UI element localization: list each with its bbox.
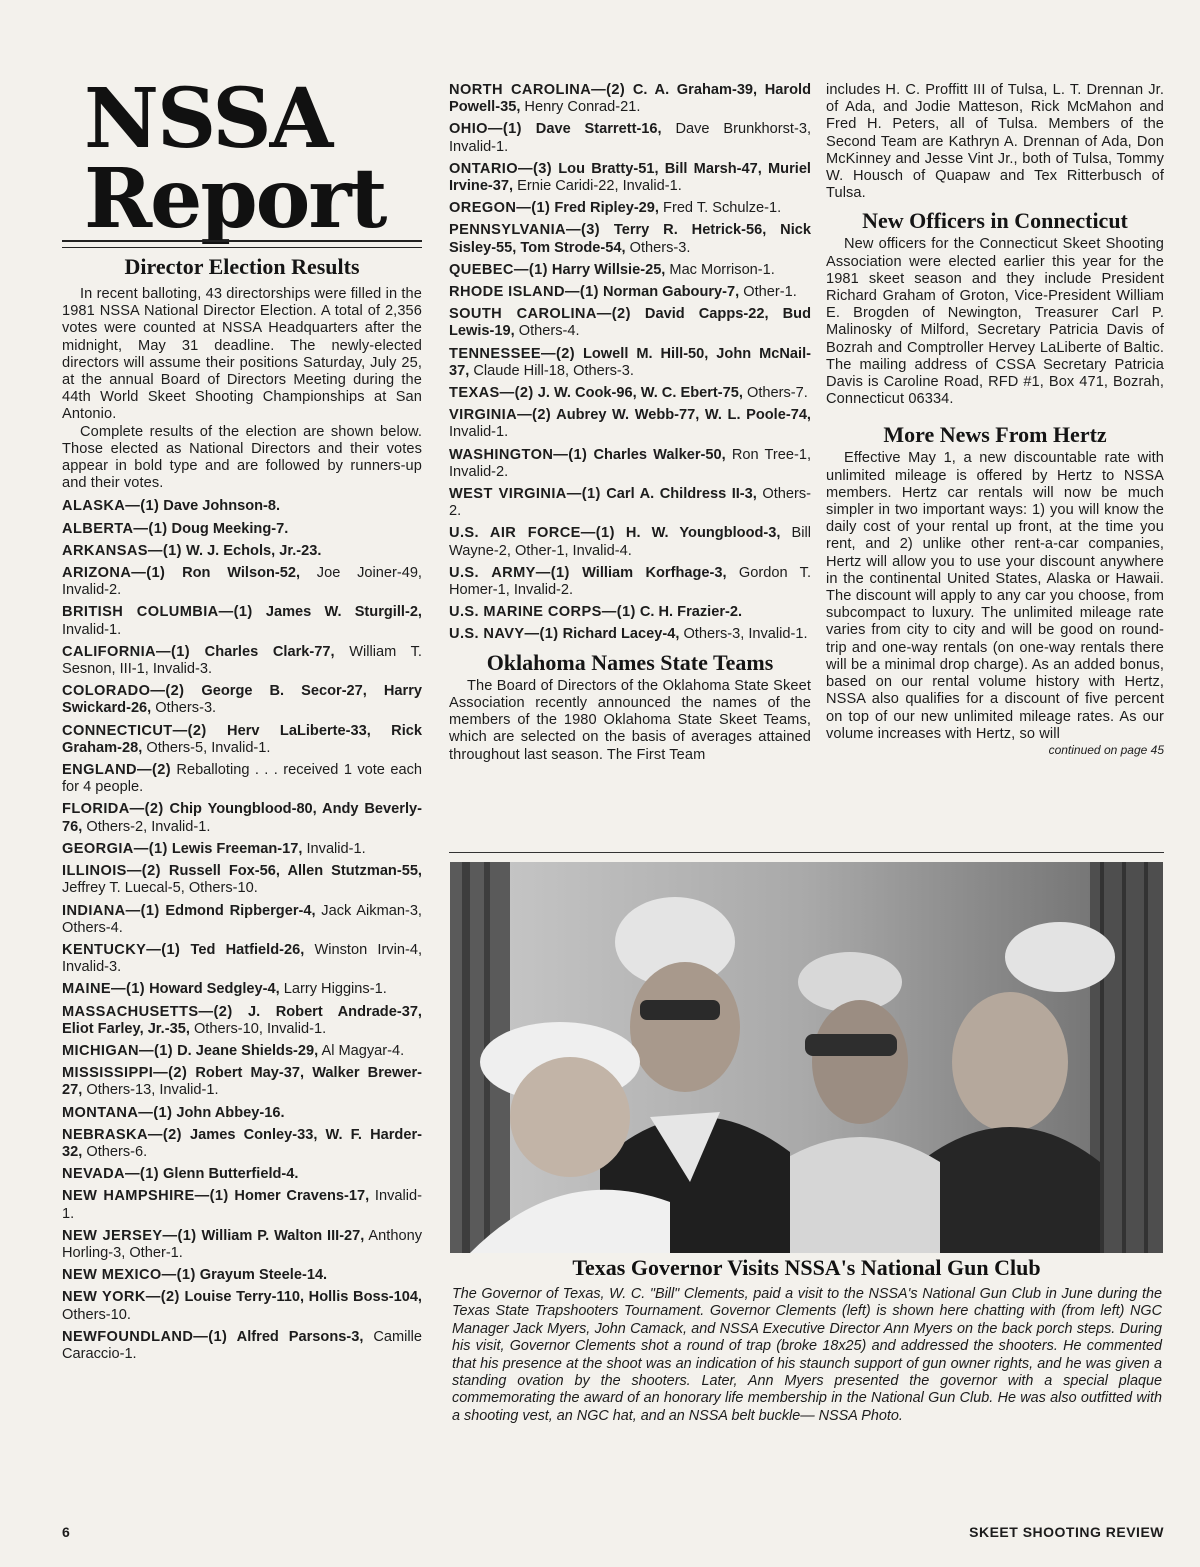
election-result-entry: [62, 521, 422, 538]
election-result-entry: [62, 981, 422, 998]
election-results-list-1: [62, 498, 422, 1363]
elected-directors: Lou Bratty-51, Bill Marsh-47, Muriel Irvine-37,: [449, 160, 811, 195]
state-label: ALBERTA—(1): [62, 520, 168, 537]
runners-up: Others-6.: [82, 1143, 148, 1160]
state-label: COLORADO—(2): [62, 683, 185, 700]
elected-directors: Fred Ripley-29,: [550, 200, 659, 217]
state-label: ARKANSAS—(1): [62, 542, 182, 559]
state-label: U.S. NAVY—(1): [449, 626, 559, 643]
runners-up: Henry Conrad-21.: [520, 99, 641, 116]
election-result-entry: [449, 626, 811, 643]
election-result-entry: [62, 543, 422, 560]
election-result-entry: [62, 1105, 422, 1122]
election-result-entry: [62, 1188, 422, 1222]
election-result-entry: [62, 1329, 422, 1363]
state-label: NEW HAMPSHIRE—(1): [62, 1188, 229, 1205]
election-result-entry: [62, 942, 422, 976]
runners-up: Others-7.: [742, 385, 808, 402]
state-label: NEW YORK—(2): [62, 1289, 180, 1306]
state-label: RHODE ISLAND—(1): [449, 284, 599, 301]
page-number: 6: [62, 1524, 70, 1540]
connecticut-heading: New Officers in Connecticut: [862, 208, 1128, 234]
director-election-heading: Director Election Results: [124, 254, 360, 279]
director-intro-paragraph: In recent balloting, 43 directorships were filled in the 1981 NSSA National Director Election. A total of 2,356 votes were counted at NSSA Headquarters after the midnight, May 31 deadline. The newly-elected directors will assume their positions Saturday, July 25, at the annual Board of Directors Meeting during the 44th World Skeet Shooting Championships at San Antonio.: [62, 286, 422, 423]
state-label: GEORGIA—(1): [62, 840, 168, 857]
runners-up: Others-5, Invalid-1.: [142, 739, 271, 756]
election-result-entry: [449, 604, 811, 621]
election-result-entry: [449, 222, 811, 256]
state-label: NORTH CAROLINA—(2): [449, 82, 626, 98]
masthead-rule: [62, 240, 422, 248]
runners-up: William T. Sesnon, III-1, Invalid-3.: [62, 643, 422, 678]
state-label: VIRGINIA—(2): [449, 407, 552, 424]
photo-illustration: [450, 862, 1163, 1253]
runners-up: Fred T. Schulze-1.: [658, 200, 782, 217]
masthead: [84, 71, 402, 247]
runners-up: Others-13, Invalid-1.: [82, 1082, 219, 1099]
state-label: WASHINGTON—(1): [449, 446, 588, 463]
photo-rule: [449, 852, 1164, 853]
state-label: SOUTH CAROLINA—(2): [449, 306, 631, 323]
election-result-entry: [62, 1004, 422, 1038]
state-label: PENNSYLVANIA—(3): [449, 222, 600, 239]
runners-up: Others-3.: [625, 239, 691, 256]
runners-up: Invalid-1.: [302, 840, 366, 857]
runners-up: Dave Brunkhorst-3, Invalid-1.: [449, 121, 811, 155]
runners-up: Others-4.: [514, 323, 580, 340]
elected-directors: James W. Sturgill-2,: [252, 604, 422, 621]
state-label: TENNESSEE—(2): [449, 345, 576, 362]
state-label: NEWFOUNDLAND—(1): [62, 1328, 228, 1345]
state-label: NEVADA—(1): [62, 1166, 159, 1183]
election-result-entry: [62, 903, 422, 937]
hertz-paragraph: Effective May 1, a new discountable rate with unlimited mileage is offered by Hertz to NSSA members. Hertz car rentals will now be much simpler in two important ways: 1) you will know the daily cost of your rental up front, at the time you rent, and 2) unlike other rent-a-car companies, Hertz will allow you to use your discount anywhere in the continental United States, Alaska or Hawaii. The discount will apply to any car you choose, from subcompact to luxury. The unlimited mileage rate varies from city to city and will be good on round-trip and one-way rentals (on one-way rentals there will be a minimal drop charge). As an added bonus, based on our rental volume history with Hertz, NSSA also qualifies for a discount of five percent on top of our new unlimited mileage rates. As our volume increases with Hertz, so will: [826, 450, 1164, 742]
elected-directors: Glenn Butterfield-4.: [158, 1166, 299, 1183]
state-label: MAINE—(1): [62, 981, 146, 998]
elected-directors: Lewis Freeman-17,: [167, 840, 303, 857]
state-label: OHIO—(1): [449, 121, 522, 138]
elected-directors: William Korfhage-3,: [569, 564, 727, 581]
runners-up: Others-3, Invalid-1.: [679, 626, 808, 643]
runners-up: Invalid-1.: [449, 424, 509, 441]
election-result-entry: [62, 1289, 422, 1323]
runners-up: Joe Joiner-49, Invalid-2.: [62, 565, 422, 599]
column-2: [449, 82, 811, 764]
election-result-entry: [62, 841, 422, 858]
elected-directors: Russell Fox-56, Allen Stutzman-55,: [160, 863, 422, 880]
state-label: MONTANA—(1): [62, 1104, 173, 1121]
runners-up: Others-10.: [62, 1306, 131, 1323]
elected-directors: Charles Walker-50,: [587, 446, 726, 463]
state-label: U.S. MARINE CORPS—(1): [449, 604, 636, 621]
director-intro-paragraph-2: Complete results of the election are shown below. Those elected as National Directors and their votes appear in bold type and are followed by runners-up and their votes.: [62, 423, 422, 492]
runners-up: Mac Morrison-1.: [665, 261, 775, 278]
elected-directors: Howard Sedgley-4,: [145, 981, 280, 998]
election-result-entry: [449, 284, 811, 301]
runners-up: Invalid-1.: [62, 1188, 422, 1222]
governor-photo: [450, 862, 1163, 1253]
elected-directors: Dave Johnson-8.: [159, 498, 281, 515]
state-label: MISSISSIPPI—(2): [62, 1065, 188, 1082]
hertz-heading: More News From Hertz: [883, 422, 1107, 448]
state-label: CONNECTICUT—(2): [62, 722, 207, 739]
elected-directors: Carl A. Childress II-3,: [600, 486, 757, 503]
elected-directors: Homer Cravens-17,: [228, 1188, 370, 1205]
masthead-line-1: NSSA: [84, 71, 332, 167]
election-result-entry: [62, 1127, 422, 1161]
column-3: [826, 82, 1164, 758]
runners-up: Gordon T. Homer-1, Invalid-2.: [449, 564, 812, 599]
state-label: NEBRASKA—(2): [62, 1126, 182, 1143]
state-label: ILLINOIS—(2): [62, 863, 161, 880]
runners-up: Jeffrey T. Luecal-5, Others-10.: [62, 880, 258, 897]
elected-directors: H. W. Youngblood-3,: [614, 525, 781, 542]
election-result-entry: [62, 1065, 422, 1099]
state-label: FLORIDA—(2): [62, 801, 164, 818]
elected-directors: Dave Starrett-16,: [521, 121, 662, 138]
state-label: ENGLAND—(2): [62, 762, 171, 779]
election-result-entry: [449, 525, 811, 559]
elected-directors: C. H. Frazier-2.: [635, 604, 743, 621]
runners-up: Others-2, Invalid-1.: [82, 818, 211, 835]
election-result-entry: [449, 447, 811, 481]
state-label: INDIANA—(1): [62, 902, 160, 919]
runners-up: Invalid-1.: [62, 621, 122, 638]
elected-directors: Doug Meeking-7.: [167, 520, 289, 537]
elected-directors: Alfred Parsons-3,: [227, 1328, 364, 1345]
election-result-entry: [449, 121, 811, 155]
election-result-entry: [62, 604, 422, 638]
elected-directors: Grayum Steele-14.: [195, 1267, 328, 1284]
election-result-entry: [449, 262, 811, 279]
runners-up: Claude Hill-18, Others-3.: [469, 362, 634, 379]
state-label: ONTARIO—(3): [449, 160, 553, 177]
state-label: TEXAS—(2): [449, 385, 534, 402]
state-label: NEW MEXICO—(1): [62, 1267, 196, 1284]
election-result-entry: [62, 863, 422, 897]
elected-directors: J. W. Cook-96, W. C. Ebert-75,: [533, 385, 743, 402]
state-label: CALIFORNIA—(1): [62, 643, 191, 660]
runners-up: Reballoting . . . received 1 vote each for 4 people.: [62, 762, 422, 796]
election-result-entry: [62, 1043, 422, 1060]
elected-directors: Louise Terry-110, Hollis Boss-104,: [179, 1289, 422, 1306]
runners-up: Jack Aikman-3, Others-4.: [62, 902, 422, 936]
elected-directors: Robert May-37, Walker Brewer-27,: [62, 1065, 422, 1099]
oklahoma-paragraph: The Board of Directors of the Oklahoma State Skeet Association recently announced the names of the members of the 1980 Oklahoma State Skeet Teams, which are selected on the basis of averages attained throughout last season. The First Team: [449, 677, 811, 763]
election-result-entry: [449, 306, 811, 340]
election-result-entry: [449, 82, 811, 116]
elected-directors: Charles Clark-77,: [190, 643, 335, 660]
state-label: QUEBEC—(1): [449, 261, 548, 278]
runners-up: Others-2.: [449, 486, 811, 520]
state-label: U.S. AIR FORCE—(1): [449, 525, 615, 542]
elected-directors: Chip Youngblood-80, Andy Beverly-76,: [62, 801, 422, 835]
election-result-entry: [62, 565, 422, 599]
runners-up: Winston Irvin-4, Invalid-3.: [62, 941, 422, 976]
elected-directors: Lowell M. Hill-50, John McNail-37,: [449, 345, 811, 379]
runners-up: Others-10, Invalid-1.: [189, 1020, 327, 1037]
election-result-entry: [449, 565, 811, 599]
election-result-entry: [62, 723, 422, 757]
runners-up: Ron Tree-1, Invalid-2.: [449, 446, 811, 480]
runners-up: Larry Higgins-1.: [279, 981, 387, 998]
state-label: KENTUCKY—(1): [62, 941, 181, 958]
election-result-entry: [62, 1228, 422, 1262]
state-label: U.S. ARMY—(1): [449, 564, 570, 581]
state-label: NEW JERSEY—(1): [62, 1227, 197, 1244]
elected-directors: Ron Wilson-52,: [165, 565, 301, 582]
runners-up: Others-3.: [151, 700, 217, 717]
elected-directors: Ted Hatfield-26,: [180, 941, 305, 958]
runners-up: Other-1.: [739, 284, 797, 301]
election-result-entry: [449, 385, 811, 402]
elected-directors: David Capps-22, Bud Lewis-19,: [449, 306, 811, 340]
state-label: ARIZONA—(1): [62, 565, 166, 582]
state-label: OREGON—(1): [449, 200, 551, 217]
election-result-entry: [62, 498, 422, 515]
state-label: ALASKA—(1): [62, 498, 160, 515]
elected-directors: Richard Lacey-4,: [558, 626, 680, 643]
elected-directors: Harry Willsie-25,: [547, 261, 666, 278]
election-result-entry: [449, 407, 811, 441]
election-result-entry: [449, 200, 811, 217]
elected-directors: William P. Walton III-27,: [196, 1227, 365, 1244]
state-label: MICHIGAN—(1): [62, 1042, 174, 1059]
election-result-entry: [62, 1267, 422, 1284]
election-result-entry: [62, 1166, 422, 1183]
state-label: WEST VIRGINIA—(1): [449, 486, 601, 503]
election-result-entry: [449, 346, 811, 380]
runners-up: Camille Caraccio-1.: [62, 1328, 422, 1362]
oklahoma-heading: Oklahoma Names State Teams: [486, 649, 774, 675]
elected-directors: J. Robert Andrade-37, Eliot Farley, Jr.-35,: [62, 1003, 422, 1037]
election-result-entry: [62, 801, 422, 835]
elected-directors: Norman Gaboury-7,: [598, 284, 740, 301]
elected-directors: James Conley-33, W. F. Harder-32,: [62, 1126, 422, 1160]
elected-directors: W. J. Echols, Jr.-23.: [181, 542, 322, 559]
runners-up: Bill Wayne-2, Other-1, Invalid-4.: [449, 525, 811, 559]
photo-title: Texas Governor Visits NSSA's National Gun Club: [572, 1255, 1041, 1280]
elected-directors: Terry R. Hetrick-56, Nick Sisley-55, Tom Strode-54,: [449, 222, 811, 256]
continued-note: continued on page 45: [1048, 742, 1164, 757]
elected-directors: George B. Secor-27, Harry Swickard-26,: [62, 683, 422, 717]
masthead-line-2: Report: [84, 151, 386, 247]
elected-directors: Herv LaLiberte-33, Rick Graham-28,: [62, 722, 422, 756]
runners-up: Ernie Caridi-22, Invalid-1.: [513, 178, 682, 195]
election-results-list-2: [449, 82, 811, 644]
election-result-entry: [62, 683, 422, 717]
election-result-entry: [62, 644, 422, 678]
photo-caption: The Governor of Texas, W. C. "Bill" Clements, paid a visit to the NSSA's National Gun Club in June during the Texas State Trapshooters Tournament. Governor Clements (left) is shown here chatting with (from left) NGC Manager Jack Myers, John Camack, and NSSA Executive Director Ann Myers on the back porch steps. During his visit, Governor Clements shot a round of trap (broke 18x25) and addressed the shooters. He commented that his presence at the shoot was an indication of his staunch support of gun owner rights, and he was given a standing ovation by the shooters. Later, Ann Myers presented the governor with a special plaque commemorating the award of an honorary life membership in the National Gun Club. He was also outfitted with a shooting vest, an NGC hat, and an NSSA belt buckle— NSSA Photo.: [452, 1286, 1162, 1424]
election-result-entry: [449, 161, 811, 195]
elected-directors: C. A. Graham-39, Harold Powell-35,: [449, 82, 811, 116]
state-label: MASSACHUSETTS—(2): [62, 1003, 233, 1020]
oklahoma-paragraph-continued: includes H. C. Proffitt III of Tulsa, L. T. Drennan Jr. of Ada, and Jodie Matteson, Rick McMahon and Fred H. Peters, all of Tulsa. Members of the Second Team are Kathryn A. Drennan of Ada, Don McKinney and Jesse Vint Jr., both of Tulsa, Tommy W. Housch of Quapaw and Tex Ritterbusch of Tulsa.: [826, 82, 1164, 202]
runners-up: Anthony Horling-3, Other-1.: [62, 1227, 422, 1261]
elected-directors: John Abbey-16.: [172, 1104, 285, 1121]
state-label: BRITISH COLUMBIA—(1): [62, 604, 253, 621]
connecticut-paragraph: New officers for the Connecticut Skeet Shooting Association were elected earlier this year for the 1981 skeet season and they include President Richard Graham of Groton, Vice-President William E. Brogden of Newington, Treasurer Carl P. Malinosky of Milford, Secretary Patricia Davis of Bozrah and Comptroller Hervey LaLiberte of Baltic. The mailing address of CSSA Secretary Patricia Davis is Caroline Road, RFD #1, Box 471, Bozrah, Connecticut 06334.: [826, 236, 1164, 408]
election-result-entry: [449, 486, 811, 520]
elected-directors: Edmond Ripberger-4,: [159, 902, 316, 919]
election-result-entry: [62, 762, 422, 796]
elected-directors: Aubrey W. Webb-77, W. L. Poole-74,: [551, 407, 811, 424]
elected-directors: D. Jeane Shields-29,: [173, 1042, 319, 1059]
column-1: [62, 254, 422, 1368]
runners-up: Al Magyar-4.: [318, 1042, 405, 1059]
publication-title: SKEET SHOOTING REVIEW: [969, 1524, 1164, 1540]
